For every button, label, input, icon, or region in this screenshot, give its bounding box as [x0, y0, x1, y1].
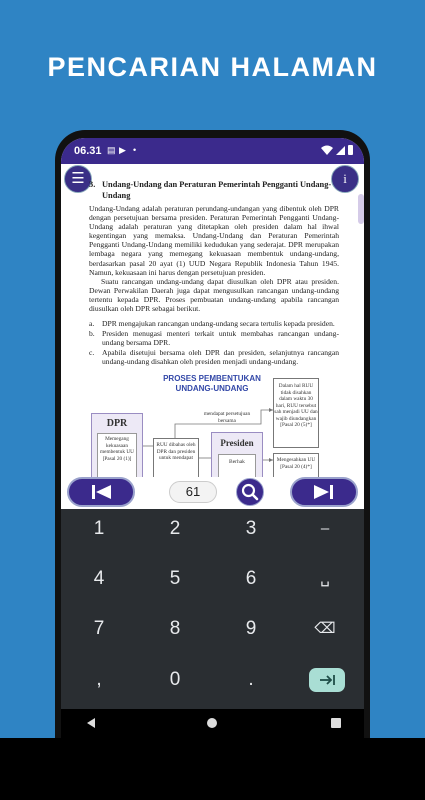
list-text: DPR mengajukan rancangan undang-undang secara tertulis kepada presiden. — [102, 319, 335, 328]
next-page-button[interactable] — [290, 477, 358, 507]
key-1[interactable]: 1 — [93, 518, 105, 539]
arrow-label: mendapat persetujuan bersama — [203, 411, 251, 424]
key-9[interactable]: 9 — [245, 618, 257, 639]
diagram-title: PROSES PEMBENTUKAN UNDANG-UNDANG — [163, 374, 261, 393]
paragraph-1: Undang-Undang adalah peraturan perundang-undangan yang dibentuk oleh DPR dengan persetujuan bersama presiden. Peraturan Pemerintah Pengganti Undang-Undang adalah peraturan yang ditetapkan oleh presiden dalam hal ihwal kegentingan yang memaksa. Undang-Undang dan Peraturan Pemerintah Pengganti Undang-Undang memiliki kedudukan yang sederajat. DPR merupakan lembaga negara yang memegang kekuasaan membentuk undang-undang, berdasarkan pasal 20 ayat (1) UUD Negara Republik Indonesia Tahun 1945. Namun, kekuasaan ini harus dengan persetujuan presiden. — [89, 204, 339, 277]
enter-key[interactable] — [309, 668, 345, 692]
paragraph-2: Suatu rancangan undang-undang dapat diusulkan oleh DPR atau presiden. Dewan Perwakilan Daerah juga dapat mengusulkan rancangan undang-undang tertentu kepada DPR. Proses pembuatan undang-undang apabila rancangan diusulkan oleh DPR sebagai berikut. — [89, 277, 339, 314]
wifi-icon — [320, 144, 354, 156]
hamburger-icon: ☰ — [71, 170, 85, 187]
scroll-handle[interactable] — [358, 194, 364, 224]
key-6[interactable]: 6 — [245, 568, 257, 589]
status-bar — [61, 138, 364, 164]
presiden-box — [211, 432, 263, 477]
system-nav-icons — [61, 709, 364, 738]
presiden-label: Presiden — [220, 438, 254, 448]
heading-number: 3. — [89, 180, 96, 189]
wifi-battery-icons — [320, 144, 354, 159]
home-icon — [207, 718, 217, 728]
dpr-label: DPR — [106, 418, 128, 429]
dpr-box — [91, 413, 143, 477]
reader-page[interactable] — [61, 164, 364, 477]
previous-page-button[interactable] — [67, 477, 135, 507]
key-8[interactable]: 8 — [169, 618, 181, 639]
back-icon — [87, 718, 95, 728]
key-7[interactable]: 7 — [93, 618, 105, 639]
list-text: Apabila disetujui bersama oleh DPR dan presiden, selanjutnya rancangan undang-undang disahkan oleh presiden menjadi undang-undang. — [102, 348, 339, 367]
backspace-key[interactable]: ⌫ — [314, 620, 336, 637]
notification-icon: ▤ — [107, 145, 116, 155]
skip-next-icon — [292, 479, 356, 505]
skip-previous-icon — [69, 479, 133, 505]
key-4[interactable]: 4 — [93, 568, 105, 589]
banner-title: PENCARIAN HALAMAN — [47, 52, 378, 82]
search-button[interactable] — [236, 478, 264, 506]
key-period[interactable]: . — [248, 669, 254, 690]
phone-screen — [61, 138, 364, 738]
space-key[interactable]: ␣ — [320, 570, 330, 587]
status-dot: • — [133, 145, 137, 155]
system-navigation-bar — [61, 709, 364, 738]
key-0[interactable]: 0 — [169, 669, 181, 690]
bottom-band — [0, 738, 425, 800]
search-icon — [237, 479, 263, 505]
tab-arrow-icon — [309, 668, 345, 692]
list-item — [89, 329, 339, 347]
numeric-keyboard — [61, 509, 364, 709]
key-3[interactable]: 3 — [245, 518, 257, 539]
dpr-text: Memegang kekuasaan membentuk UU [Pasal 20 (1)] — [97, 433, 137, 477]
info-icon: i — [343, 171, 347, 186]
heading-text: Undang-Undang dan Peraturan Pemerintah Pengganti Undang-Undang — [102, 180, 332, 200]
ruu-box: RUU dibahas oleh DPR dan presiden untuk mendapat — [153, 438, 199, 477]
list-marker: b. — [89, 329, 95, 338]
menu-button[interactable] — [64, 165, 92, 193]
list-item — [89, 348, 339, 366]
page-number-input[interactable]: 61 — [169, 481, 217, 503]
bottom-right-box: Mengesahkan UU [Pasal 20 (4)*] — [273, 453, 319, 477]
phone-frame — [55, 130, 370, 740]
section-heading — [89, 180, 339, 201]
key-5[interactable]: 5 — [169, 568, 181, 589]
list-text: Presiden menugasi menteri terkait untuk membahas rancangan undang-undang bersama DPR. — [102, 329, 339, 348]
recents-icon — [331, 718, 341, 728]
key-2[interactable]: 2 — [169, 518, 181, 539]
presiden-text: Berhak — [218, 454, 256, 477]
key-minus[interactable]: – — [320, 520, 330, 537]
top-right-box: Dalam hal RUU tidak disahkan dalam waktu 30 hari, RUU tersebut sah menjadi UU dan wajib diundangkan [Pasal 20 (5)*] — [273, 378, 319, 448]
list-marker: c. — [89, 348, 95, 357]
status-time: 06.31 — [74, 145, 102, 157]
youtube-icon: ▶ — [119, 145, 126, 155]
key-comma[interactable]: , — [96, 669, 102, 690]
list-item — [89, 319, 339, 328]
list-marker: a. — [89, 319, 95, 328]
